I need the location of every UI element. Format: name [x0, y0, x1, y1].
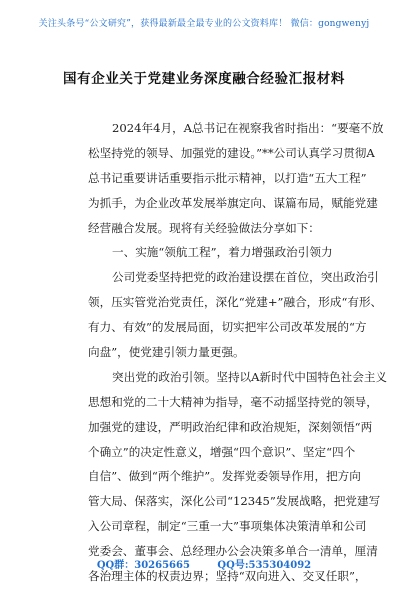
body-line: 加强党的建设，严明政治纪律和政治规矩，深刻领悟“两	[88, 419, 373, 434]
body-line: 总书记重要讲话重要指示批示精神，以打造“五大工程”	[88, 170, 367, 185]
document-title: 国有企业关于党建业务深度融合经验汇报材料	[63, 71, 345, 87]
body-line: 入公司章程，制定“三重一大”事项集体决策清单和公司	[88, 519, 367, 534]
body-line: 思想和党的二十大精神为指导，毫不动摇坚持党的领导，	[88, 394, 378, 409]
body-line: 党委会、董事会、总经理办公会决策多单合一清单，厘清	[88, 544, 378, 559]
qq-number-text: QQ号:535304092	[217, 560, 312, 571]
body-line: 突出党的政治引领。坚持以A新时代中国特色社会主义	[112, 369, 388, 384]
body-line: 公司党委坚持把党的政治建设摆在首位，突出政治引	[112, 270, 379, 285]
body-line: 有力、有效”的发展局面，切实把牢公司改革发展的“方	[88, 320, 367, 335]
body-line: 个确立”的决定性意义，增强“四个意识”、坚定“四个	[88, 444, 356, 459]
body-line: 松坚持党的领导、加强党的建设。”**公司认真学习贯彻A	[88, 145, 375, 160]
qq-group-text: QQ群：30265665	[96, 560, 190, 571]
body-line: 管大局、保落实，深化公司“12345”发展战略，把党建写	[88, 494, 381, 509]
section-heading: 一、实施“领航工程”，着力增强政治引领力	[112, 245, 333, 260]
body-line: 领，压实管党治党责任，深化“党建+”融合，形成“有形、	[88, 295, 383, 310]
document-body	[88, 116, 388, 589]
promo-header: 关注头条号“公文研究”，获得最新最全最专业的公文资料库！ 微信：gongwenyj	[38, 19, 370, 29]
body-line: 2024年4月，A总书记在视察我省时指出：“要毫不放	[112, 121, 384, 135]
body-line: 为抓手，为企业改革发展举旗定向、谋篇布局，赋能党建	[88, 195, 378, 210]
body-line: 自信”、做到“两个维护”。发挥党委领导作用，把方向	[88, 469, 361, 484]
body-line: 经营融合发展。现将有关经验做法分享如下：	[88, 220, 320, 235]
contact-footer	[0, 556, 408, 571]
body-line: 向盘”，使党建引领力量更强。	[88, 345, 245, 360]
body-line: 各治理主体的权责边界；坚持“双向进入、交叉任职”，	[88, 569, 367, 584]
